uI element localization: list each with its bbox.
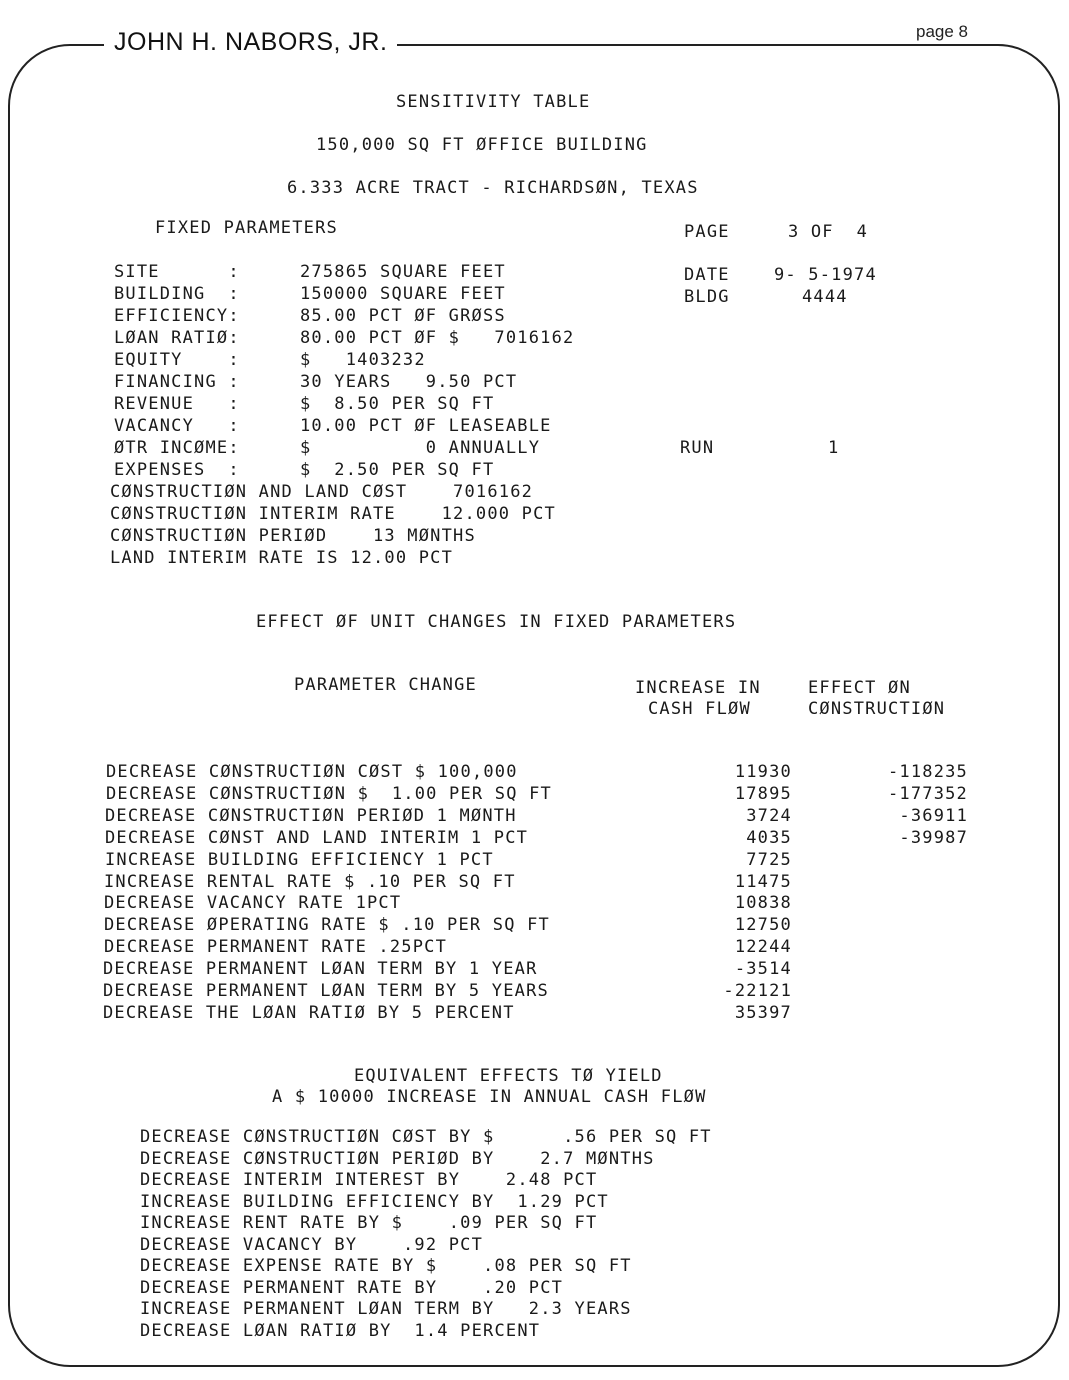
effect-row-cash-flow: 10838 bbox=[734, 893, 792, 914]
parameter-value: 85.00 PCT ØF GRØSS bbox=[300, 306, 506, 326]
col-construction-line1: EFFECT ØN bbox=[808, 678, 911, 698]
effect-row-cash-flow: 12750 bbox=[734, 915, 792, 936]
effect-row-change: DECREASE PERMANENT RATE .25PCT bbox=[104, 937, 448, 958]
effect-row-change: DECREASE CØNST AND LAND INTERIM 1 PCT bbox=[105, 827, 529, 848]
table-title: SENSITIVITY TABLE bbox=[396, 92, 591, 112]
author-header: JOHN H. NABORS, JR. bbox=[104, 28, 397, 57]
effect-row-cash-flow: 12244 bbox=[734, 937, 792, 958]
page-label: PAGE bbox=[684, 222, 730, 242]
parameter-value: $ 8.50 PER SQ FT bbox=[300, 394, 495, 414]
equivalent-line: INCREASE BUILDING EFFICIENCY BY 1.29 PCT bbox=[140, 1191, 609, 1212]
equivalent-line: DECREASE CØNSTRUCTIØN PERIØD BY 2.7 MØNTHS bbox=[140, 1148, 655, 1169]
equivalent-line: DECREASE EXPENSE RATE BY $ .08 PER SQ FT bbox=[140, 1256, 632, 1276]
col-cash-flow-line2: CASH FLØW bbox=[648, 699, 751, 719]
equivalent-subheading: A $ 10000 INCREASE IN ANNUAL CASH FLØW bbox=[272, 1087, 707, 1107]
equivalent-line: INCREASE PERMANENT LØAN TERM BY 2.3 YEARS bbox=[140, 1299, 632, 1319]
parameter-label: BUILDING : bbox=[114, 284, 240, 304]
building-subtitle: 150,000 SQ FT ØFFICE BUILDING bbox=[316, 135, 648, 155]
effect-row-change: DECREASE THE LØAN RATIØ BY 5 PERCENT bbox=[103, 1002, 515, 1023]
date-value: 9- 5-1974 bbox=[774, 265, 877, 285]
effect-row-change: INCREASE BUILDING EFFICIENCY 1 PCT bbox=[105, 849, 494, 870]
parameter-value: 10.00 PCT ØF LEASEABLE bbox=[300, 416, 552, 436]
col-cash-flow-line1: INCREASE IN bbox=[635, 678, 761, 698]
bldg-label: BLDG bbox=[684, 287, 730, 307]
parameter-value: $ 1403232 bbox=[300, 350, 426, 370]
effect-row-cash-flow: -3514 bbox=[734, 959, 792, 980]
parameter-label: SITE : bbox=[114, 262, 240, 282]
parameter-label: EQUITY : bbox=[114, 350, 240, 370]
effect-row-construction: -177352 bbox=[887, 783, 968, 804]
effects-heading: EFFECT ØF UNIT CHANGES IN FIXED PARAMETERS bbox=[256, 612, 737, 632]
col-construction-line2: CØNSTRUCTIØN bbox=[808, 699, 946, 719]
tract-subtitle: 6.333 ACRE TRACT - RICHARDSØN, TEXAS bbox=[287, 178, 699, 198]
parameter-label: EXPENSES : bbox=[114, 460, 240, 480]
equivalent-line: DECREASE PERMANENT RATE BY .20 PCT bbox=[140, 1277, 564, 1298]
effect-row-change: DECREASE PERMANENT LØAN TERM BY 5 YEARS bbox=[103, 981, 549, 1001]
parameter-line: CØNSTRUCTIØN PERIØD 13 MØNTHS bbox=[110, 526, 476, 546]
col-parameter-change: PARAMETER CHANGE bbox=[294, 675, 477, 695]
effect-row-cash-flow: 35397 bbox=[734, 1002, 792, 1023]
effect-row-construction: -39987 bbox=[899, 827, 968, 848]
equivalent-line: DECREASE LØAN RATIØ BY 1.4 PERCENT bbox=[140, 1320, 541, 1341]
parameter-value: 150000 SQUARE FEET bbox=[300, 284, 506, 304]
equivalent-line: DECREASE INTERIM INTEREST BY 2.48 PCT bbox=[140, 1170, 598, 1190]
effect-row-change: DECREASE PERMANENT LØAN TERM BY 1 YEAR bbox=[103, 959, 538, 980]
date-label: DATE bbox=[684, 265, 730, 285]
parameter-value: 80.00 PCT ØF $ 7016162 bbox=[300, 328, 575, 348]
effect-row-cash-flow: -22121 bbox=[723, 981, 792, 1001]
effect-row-construction: -118235 bbox=[887, 762, 968, 782]
effect-row-cash-flow: 11475 bbox=[734, 871, 792, 892]
effect-row-cash-flow: 17895 bbox=[734, 783, 792, 804]
bldg-value: 4444 bbox=[802, 287, 848, 307]
parameter-label: LØAN RATIØ: bbox=[114, 328, 240, 348]
effect-row-construction: -36911 bbox=[899, 805, 968, 826]
parameter-label: FINANCING : bbox=[114, 372, 240, 392]
effect-row-cash-flow: 7725 bbox=[746, 849, 792, 870]
run-label: RUN bbox=[680, 438, 715, 458]
run-value: 1 bbox=[828, 438, 840, 458]
effect-row-cash-flow: 3724 bbox=[746, 805, 792, 826]
equivalent-line: DECREASE CØNSTRUCTIØN CØST BY $ .56 PER SQ FT bbox=[140, 1127, 712, 1147]
effect-row-change: DECREASE ØPERATING RATE $ .10 PER SQ FT bbox=[104, 915, 550, 936]
parameter-value: 275865 SQUARE FEET bbox=[300, 262, 506, 282]
parameter-line: CØNSTRUCTIØN AND LAND CØST 7016162 bbox=[110, 482, 534, 502]
equivalent-line: DECREASE VACANCY BY .92 PCT bbox=[140, 1234, 484, 1255]
effect-row-change: INCREASE RENTAL RATE $ .10 PER SQ FT bbox=[104, 871, 516, 892]
effect-row-cash-flow: 11930 bbox=[734, 762, 792, 782]
parameter-value: $ 2.50 PER SQ FT bbox=[300, 460, 495, 480]
parameter-label: VACANCY : bbox=[114, 416, 240, 436]
effect-row-cash-flow: 4035 bbox=[746, 827, 792, 848]
effect-row-change: DECREASE VACANCY RATE 1PCT bbox=[104, 893, 402, 914]
parameter-line: CØNSTRUCTIØN INTERIM RATE 12.000 PCT bbox=[110, 504, 556, 524]
effect-row-change: DECREASE CØNSTRUCTIØN $ 1.00 PER SQ FT bbox=[106, 783, 552, 804]
fixed-parameters-heading: FIXED PARAMETERS bbox=[155, 218, 338, 238]
parameter-line: LAND INTERIM RATE IS 12.00 PCT bbox=[110, 548, 454, 568]
effect-row-change: DECREASE CØNSTRUCTIØN PERIØD 1 MØNTH bbox=[105, 805, 517, 826]
parameter-label: ØTR INCØME: bbox=[114, 438, 240, 458]
parameter-value: 30 YEARS 9.50 PCT bbox=[300, 372, 518, 392]
page-number: page 8 bbox=[916, 22, 968, 41]
parameter-label: REVENUE : bbox=[114, 394, 240, 414]
parameter-label: EFFICIENCY: bbox=[114, 306, 240, 326]
page-value: 3 OF 4 bbox=[788, 222, 869, 242]
effect-row-change: DECREASE CØNSTRUCTIØN CØST $ 100,000 bbox=[106, 762, 518, 782]
equivalent-heading: EQUIVALENT EFFECTS TØ YIELD bbox=[354, 1066, 663, 1086]
parameter-value: $ 0 ANNUALLY bbox=[300, 438, 541, 458]
equivalent-line: INCREASE RENT RATE BY $ .09 PER SQ FT bbox=[140, 1213, 598, 1233]
